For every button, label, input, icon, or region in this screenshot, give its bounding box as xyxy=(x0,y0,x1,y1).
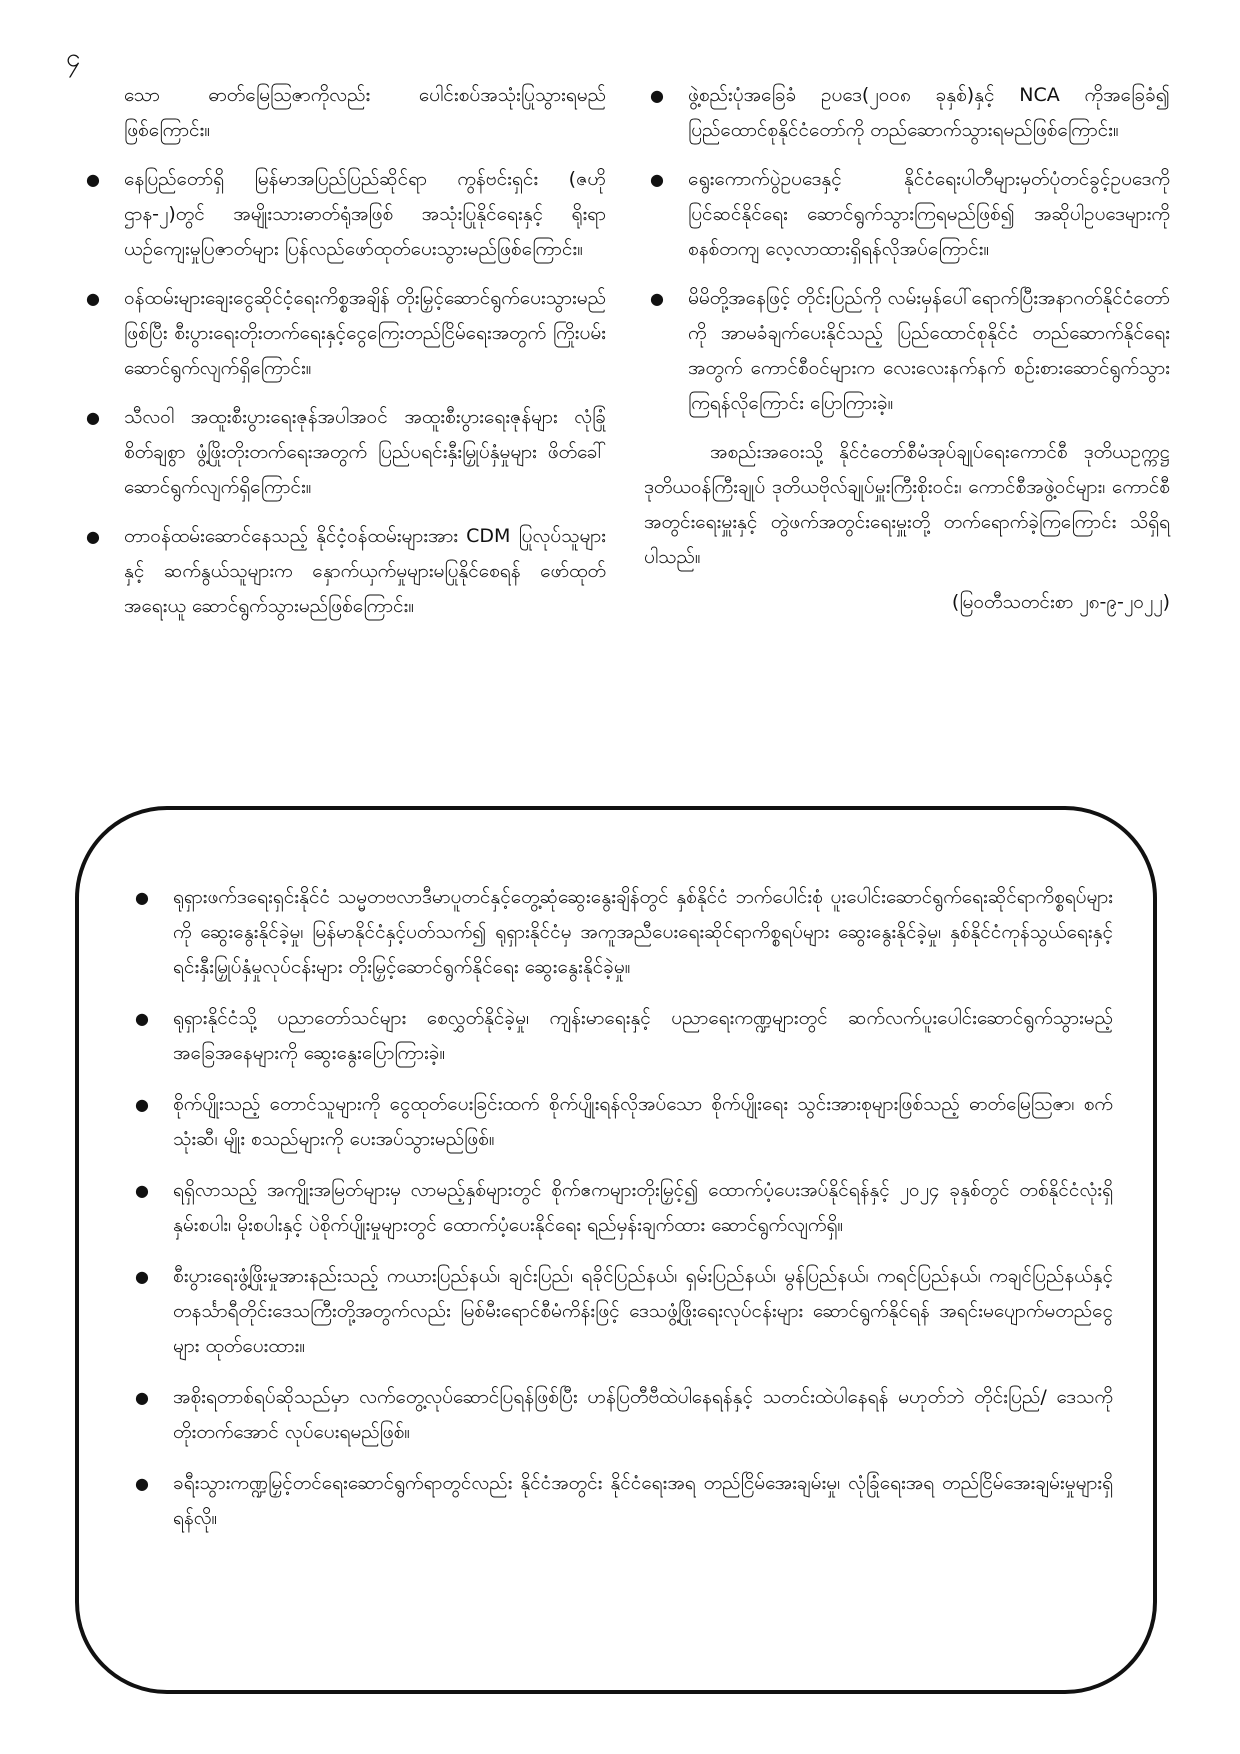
highlight-box xyxy=(75,806,1157,1694)
box-bullet-list xyxy=(129,880,1113,1536)
list-item: ● ဖွဲ့စည်းပုံအခြေခံ ဥပဒေ(၂၀၀၈ ခုနှစ်)နှင့် NCA ကိုအခြေခံ၍ ပြည်ထောင်စုနိုင်ငံတော်ကို တည်ဆောက်သွားရမည်ဖြစ်ကြောင်း။ xyxy=(644,78,1170,148)
list-item: ● သီလဝါ အထူးစီးပွားရေးဇုန်အပါအဝင် အထူးစီးပွားရေးဇုန်များ လုံခြုံစိတ်ချစွာ ဖွံ့ဖြိုးတိုးတက်ရေးအတွက် ပြည်ပရင်းနှီးမြှုပ်နှံမှုများ ဖိတ်ခေါ်ဆောင်ရွက်လျက်ရှိကြောင်း။ xyxy=(80,400,606,505)
continued-text: သော ဓာတ်မြေသြဇာကိုလည်း ပေါင်းစပ်အသုံးပြုသွားရမည်ဖြစ်ကြောင်း။ xyxy=(124,84,606,141)
two-column-article xyxy=(80,78,1170,778)
list-item: ● မိမိတို့အနေဖြင့် တိုင်းပြည်ကို လမ်းမှန်ပေါ်ရောက်ပြီးအနာဂတ်နိုင်ငံတော်ကို အာမခံချက်ပေးနိုင်သည့် ပြည်ထောင်စုနိုင်ငံ တည်ဆောက်နိုင်ရေးအတွက် ကောင်စီဝင်များက လေးလေးနက်နက် စဉ်းစားဆောင်ရွက်သွားကြရန်လိုကြောင်း ပြောကြားခဲ့။ xyxy=(644,281,1170,421)
right-bullet-list xyxy=(644,78,1170,421)
list-item: ● ရုရှားနိုင်ငံသို့ ပညာတော်သင်များ စေလွှတ်နိုင်ခဲ့မှု၊ ကျန်းမာရေးနှင့် ပညာရေးကဏ္ဍများတွင် ဆက်လက်ပူးပေါင်းဆောင်ရွက်သွားမည့် အခြေအနေများကို ဆွေးနွေးပြောကြားခဲ့။ xyxy=(129,1001,1113,1071)
list-item: ● စိုက်ပျိုးသည့် တောင်သူများကို ငွေထုတ်ပေးခြင်းထက် စိုက်ပျိုးရန်လိုအပ်သော စိုက်ပျိုးရေး သွင်းအားစုများဖြစ်သည့် ဓာတ်မြေသြဇာ၊ စက်သုံးဆီ၊ မျိုး စသည်များကို ပေးအပ်သွားမည်ဖြစ်။ xyxy=(129,1087,1113,1157)
list-item: ● ရုရှားဖက်ဒရေးရှင်းနိုင်ငံ သမ္မတဗလာဒီမာပူတင်နှင့်တွေ့ဆုံဆွေးနွေးချိန်တွင် နှစ်နိုင်ငံ ဘက်ပေါင်းစုံ ပူးပေါင်းဆောင်ရွက်ရေးဆိုင်ရာကိစ္စရပ်များကို ဆွေးနွေးနိုင်ခဲ့မှု၊ မြန်မာနိုင်ငံနှင့်ပတ်သက်၍ ရုရှားနိုင်ငံမှ အကူအညီပေးရေးဆိုင်ရာကိစ္စရပ်များ ဆွေးနွေးနိုင်ခဲ့မှု၊ နှစ်နိုင်ငံကုန်သွယ်ရေးနှင့် ရင်းနှီးမြှုပ်နှံမှုလုပ်ငန်းများ တိုးမြှင့်ဆောင်ရွက်နိုင်ရေး ဆွေးနွေးနိုင်ခဲ့မှု။ xyxy=(129,880,1113,985)
list-item: ● တာဝန်ထမ်းဆောင်နေသည့် နိုင်ငံ့ဝန်ထမ်းများအား CDM ပြုလုပ်သူများနှင့် ဆက်နွယ်သူများက နှောက်ယှက်မှုများမပြုနိုင်စေရန် ဖော်ထုတ်အရေးယူ ဆောင်ရွက်သွားမည်ဖြစ်ကြောင်း။ xyxy=(80,519,606,624)
right-column xyxy=(644,78,1170,778)
list-item: ● အစိုးရတာစ်ရပ်ဆိုသည်မှာ လက်တွေ့လုပ်ဆောင်ပြရန်ဖြစ်ပြီး ဟန်ပြတီဗီထဲပါနေရန်နှင့် သတင်းထဲပါနေရန် မဟုတ်ဘဲ တိုင်းပြည်/ ဒေသကို တိုးတက်အောင် လုပ်ပေးရမည်ဖြစ်။ xyxy=(129,1380,1113,1450)
list-item: ● စီးပွားရေးဖွံ့ဖြိုးမှုအားနည်းသည့် ကယားပြည်နယ်၊ ချင်းပြည်၊ ရခိုင်ပြည်နယ်၊ ရှမ်းပြည်နယ်၊ မွန်ပြည်နယ်၊ ကရင်ပြည်နယ်၊ ကချင်ပြည်နယ်နှင့် တနင်္သာရီတိုင်းဒေသကြီးတို့အတွက်လည်း မြစ်မီးရောင်စီမံကိန်းဖြင့် ဒေသဖွံ့ဖြိုးရေးလုပ်ငန်းများ ဆောင်ရွက်နိုင်ရန် အရင်းမပျောက်မတည်ငွေများ ထုတ်ပေးထား။ xyxy=(129,1259,1113,1364)
left-column xyxy=(80,78,606,778)
list-item: ● နေပြည်တော်ရှိ မြန်မာအပြည်ပြည်ဆိုင်ရာ ကွန်ဗင်းရှင်း (ဇဟိုဌာန-၂)တွင် အမျိုးသားဓာတ်ရုံအဖြစ် အသုံးပြုနိုင်ရေးနှင့် ရိုးရာယဉ်ကျေးမှုပြဇာတ်များ ပြန်လည်ဖော်ထုတ်ပေးသွားမည်ဖြစ်ကြောင်း။ xyxy=(80,162,606,267)
list-item: ● ရရှိလာသည့် အကျိုးအမြတ်များမှ လာမည့်နှစ်များတွင် စိုက်ဧကများတိုးမြှင့်၍ ထောက်ပံ့ပေးအပ်နိုင်ရန်နှင့် ၂၀၂၄ ခုနှစ်တွင် တစ်နိုင်ငံလုံးရှိ နှမ်းစပါး၊ မိုးစပါးနှင့် ပဲစိုက်ပျိုးမှုများတွင် ထောက်ပံ့ပေးနိုင်ရေး ရည်မှန်းချက်ထား ဆောင်ရွက်လျက်ရှိ။ xyxy=(129,1173,1113,1243)
left-bullet-list xyxy=(80,162,606,624)
list-item: ● ရွေးကောက်ပွဲဥပဒေနှင့် နိုင်ငံရေးပါတီများမှတ်ပုံတင်ခွင့်ဥပဒေကို ပြင်ဆင်နိုင်ရေး ဆောင်ရွက်သွားကြရမည်ဖြစ်၍ အဆိုပါဥပဒေများကို စနစ်တကျ လေ့လာထားရှိရန်လိုအပ်ကြောင်း။ xyxy=(644,162,1170,267)
closing-paragraph: အစည်းအဝေးသို့ နိုင်ငံတော်စီမံအုပ်ချုပ်ရေးကောင်စီ ဒုတိယဥက္ကဋ္ဌ ဒုတိယဝန်ကြီးချုပ် ဒုတိယဗိုလ်ချုပ်မှူးကြီးစိုးဝင်း၊ ကောင်စီအဖွဲ့ဝင်များ၊ ကောင်စီအတွင်းရေးမှူးနှင့် တွဲဖက်အတွင်းရေးမှူးတို့ တက်ရောက်ခဲ့ကြကြောင်း သိရှိရပါသည်။ xyxy=(644,441,1170,568)
source-citation: (မြဝတီသတင်းစာ ၂၈-၉-၂၀၂၂) xyxy=(951,591,1170,613)
list-item: ● ဝန်ထမ်းများချေးငွေဆိုင်ငံ့ရေးကိစ္စအချိန် တိုးမြှင့်ဆောင်ရွက်ပေးသွားမည်ဖြစ်ပြီး စီးပွားရေးတိုးတက်ရေးနှင့်ငွေကြေးတည်ငြိမ်ရေးအတွက် ကြိုးပမ်းဆောင်ရွက်လျက်ရှိကြောင်း။ xyxy=(80,281,606,386)
list-item: ● ခရီးသွားကဏ္ဍမြှင့်တင်ရေးဆောင်ရွက်ရာတွင်လည်း နိုင်ငံအတွင်း နိုင်ငံရေးအရ တည်ငြိမ်အေးချမ်းမှု၊ လုံခြုံရေးအရ တည်ငြိမ်အေးချမ်းမှုများရှိရန်လို။ xyxy=(129,1466,1113,1536)
page-number: ၄ xyxy=(66,43,81,73)
